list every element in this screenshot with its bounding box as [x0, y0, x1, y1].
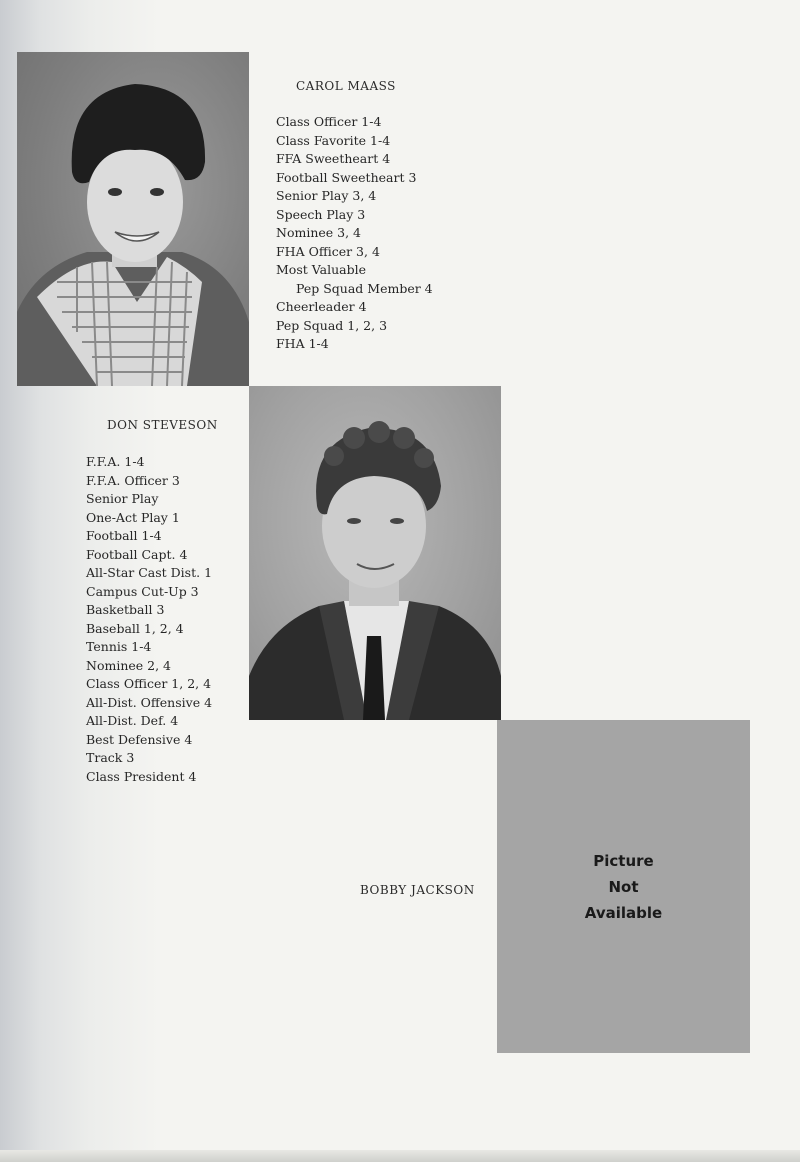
- activity-list-don-steveson: [86, 453, 212, 786]
- activity-item: FHA 1-4: [276, 336, 329, 351]
- activity-item: F.F.A. 1-4: [86, 454, 145, 469]
- activity-item: Class Officer 1, 2, 4: [86, 676, 212, 691]
- activity-item: Class Officer 1-4: [276, 114, 382, 129]
- portrait-don-steveson: [249, 386, 501, 720]
- activity-item: Cheerleader 4: [276, 299, 367, 314]
- activity-item: Nominee 2, 4: [86, 657, 171, 673]
- activity-item: Football Sweetheart 3: [276, 169, 417, 185]
- activity-item: Campus Cut-Up 3: [86, 583, 199, 599]
- activity-item: Football Capt. 4: [86, 546, 188, 562]
- activity-item: Baseball 1, 2, 4: [86, 620, 184, 636]
- activity-item: Tennis 1-4: [86, 639, 152, 654]
- page-bottom-edge: [0, 1150, 800, 1162]
- activity-item: Senior Play 3, 4: [276, 188, 377, 203]
- activity-item: Pep Squad Member 4: [296, 280, 433, 296]
- activity-item: Basketball 3: [86, 602, 165, 617]
- activity-item: Class Favorite 1-4: [276, 132, 391, 148]
- picture-not-available-placeholder: [497, 720, 750, 1053]
- portrait-carol-drawing: [17, 52, 249, 386]
- activity-item: All-Dist. Offensive 4: [86, 694, 213, 710]
- activity-item: Speech Play 3: [276, 206, 366, 222]
- activity-item: FFA Sweetheart 4: [276, 151, 391, 166]
- activity-item: Pep Squad 1, 2, 3: [276, 317, 388, 333]
- portrait-carol-maass: [17, 52, 249, 386]
- activity-item: F.F.A. Officer 3: [86, 472, 180, 488]
- student-name-carol-maass: CAROL MAASS: [296, 79, 396, 93]
- student-name-bobby-jackson: BOBBY JACKSON: [360, 883, 475, 897]
- activity-item: All-Dist. Def. 4: [86, 713, 179, 728]
- activity-item: Most Valuable: [276, 262, 366, 277]
- activity-item: Senior Play: [86, 491, 159, 506]
- activity-item: Best Defensive 4: [86, 731, 193, 747]
- activity-item: One-Act Play 1: [86, 509, 180, 525]
- activity-item: All-Star Cast Dist. 1: [86, 565, 213, 580]
- activity-item: Track 3: [86, 750, 135, 765]
- student-name-don-steveson: DON STEVESON: [107, 418, 218, 432]
- activity-list-carol-maass: [276, 113, 433, 354]
- activity-item: Football 1-4: [86, 528, 162, 543]
- placeholder-text: Picture Not Available: [584, 851, 663, 922]
- activity-item: FHA Officer 3, 4: [276, 243, 380, 259]
- activity-item: Class President 4: [86, 768, 197, 784]
- portrait-don-drawing: [249, 386, 501, 720]
- activity-item: Nominee 3, 4: [276, 225, 361, 240]
